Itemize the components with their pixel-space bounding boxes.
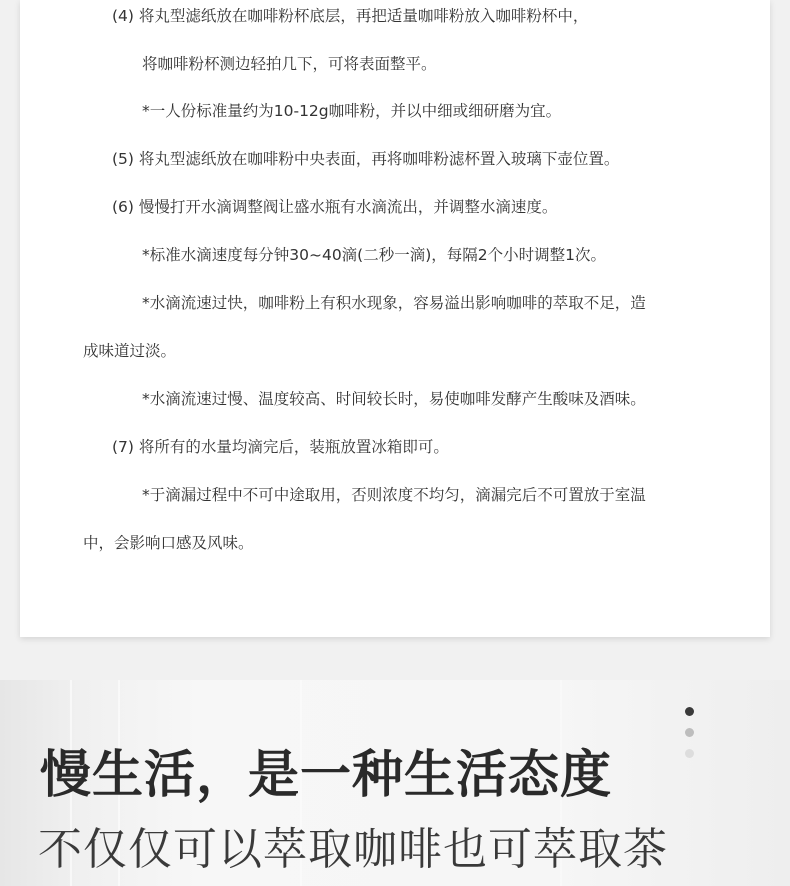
carousel-dot-active[interactable] bbox=[685, 707, 694, 716]
step-4-line: (4) 将丸型滤纸放在咖啡粉杯底层，再把适量咖啡粉放入咖啡粉杯中， bbox=[112, 7, 589, 25]
step-6-note-fast-continuation: 成味道过淡。 bbox=[83, 342, 177, 360]
step-5-line: (5) 将丸型滤纸放在咖啡粉中央表面，再将咖啡粉滤杯置入玻璃下壶位置。 bbox=[112, 150, 620, 168]
banner-subline: 不仅仅可以萃取咖啡也可萃取茶 bbox=[38, 824, 668, 875]
step-4-note: *一人份标准量约为10-12g咖啡粉，并以中细或细研磨为宜。 bbox=[142, 102, 562, 120]
step-7-line: (7) 将所有的水量均滴完后，装瓶放置冰箱即可。 bbox=[112, 438, 449, 456]
step-6-note-rate: *标准水滴速度每分钟30~40滴(二秒一滴)，每隔2个小时调整1次。 bbox=[142, 246, 607, 264]
step-4-continuation: 将咖啡粉杯测边轻拍几下，可将表面整平。 bbox=[142, 55, 437, 73]
step-6-note-fast: *水滴流速过快，咖啡粉上有积水现象，容易溢出影响咖啡的萃取不足，造 bbox=[142, 294, 646, 312]
step-7-note-continuation: 中，会影响口感及风味。 bbox=[83, 534, 254, 552]
instructions-card bbox=[20, 0, 770, 637]
carousel-dot[interactable] bbox=[685, 749, 694, 758]
step-7-note: *于滴漏过程中不可中途取用，否则浓度不均匀，滴漏完后不可置放于室温 bbox=[142, 486, 646, 504]
banner-headline: 慢生活，是一种生活态度 bbox=[40, 746, 613, 805]
step-6-note-slow: *水滴流速过慢、温度较高、时间较长时，易使咖啡发酵产生酸味及酒味。 bbox=[142, 390, 646, 408]
step-6-line: (6) 慢慢打开水滴调整阀让盛水瓶有水滴流出，并调整水滴速度。 bbox=[112, 198, 558, 216]
carousel-dot[interactable] bbox=[685, 728, 694, 737]
